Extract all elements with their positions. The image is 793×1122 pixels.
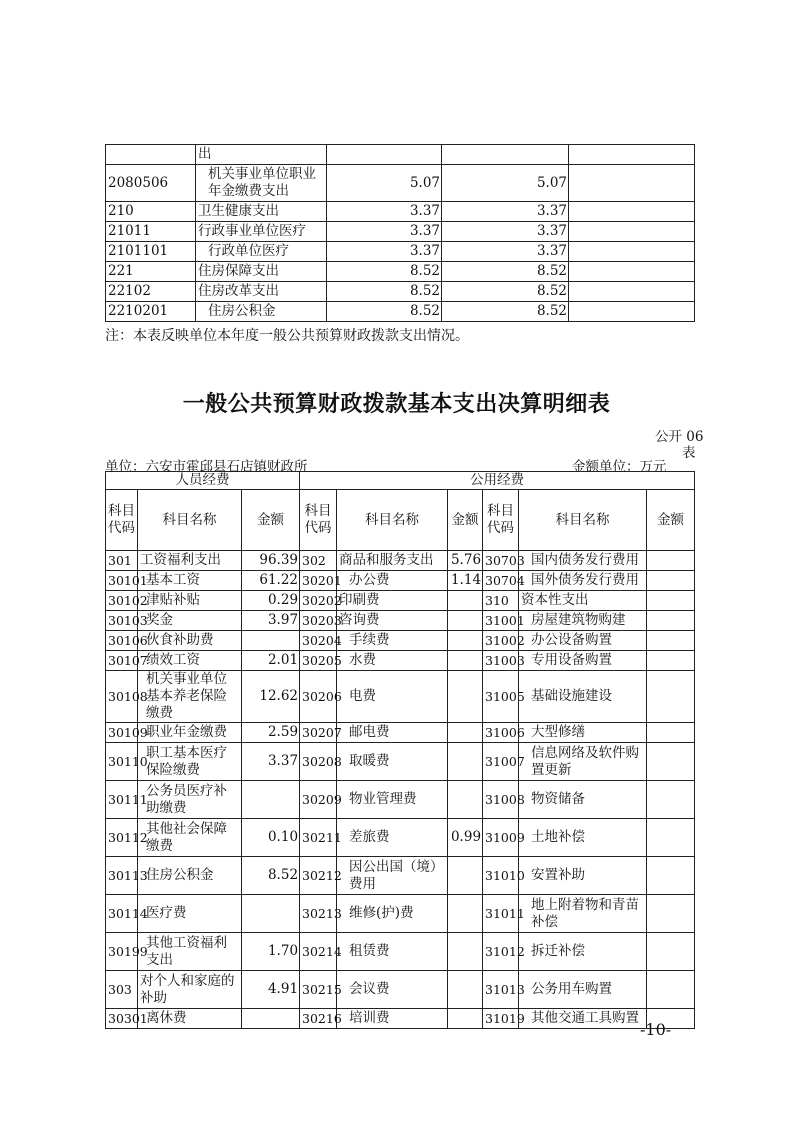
subject-name: 基础设施建设 bbox=[519, 671, 647, 723]
amount-cell bbox=[448, 895, 483, 933]
amount-cell: 3.37 bbox=[242, 743, 300, 781]
subject-name: 商品和服务支出 bbox=[337, 551, 448, 571]
subject-code: 31008 bbox=[483, 781, 519, 819]
subject-name: 对个人和家庭的补助 bbox=[138, 971, 242, 1009]
subject-name: 行政事业单位医疗 bbox=[196, 222, 327, 242]
amount-cell: 61.22 bbox=[242, 571, 300, 591]
subject-code: 30205 bbox=[300, 651, 337, 671]
subject-code: 30704 bbox=[483, 571, 519, 591]
subject-name: 住房公积金 bbox=[138, 857, 242, 895]
subject-code bbox=[106, 145, 196, 165]
amount-cell bbox=[647, 781, 695, 819]
subject-name: 伙食补助费 bbox=[138, 631, 242, 651]
amount-cell: 8.52 bbox=[242, 857, 300, 895]
subject-code: 31009 bbox=[483, 819, 519, 857]
table-row bbox=[106, 651, 695, 671]
name-header: 科目名称 bbox=[519, 490, 647, 551]
amount-cell bbox=[569, 282, 695, 302]
amount-cell: 3.37 bbox=[327, 242, 442, 262]
amount-cell: 5.07 bbox=[327, 165, 442, 202]
amount-cell: 8.52 bbox=[327, 282, 442, 302]
amount-cell bbox=[448, 591, 483, 611]
subject-code: 30111 bbox=[106, 781, 138, 819]
subject-code: 2210201 bbox=[106, 302, 196, 322]
code-header: 科目代码 bbox=[300, 490, 337, 551]
top-expenditure-table bbox=[105, 144, 695, 322]
amount-cell bbox=[327, 145, 442, 165]
subject-name: 培训费 bbox=[337, 1009, 448, 1029]
subject-name: 地上附着物和青苗补偿 bbox=[519, 895, 647, 933]
code-header: 科目代码 bbox=[106, 490, 138, 551]
subject-code: 31001 bbox=[483, 611, 519, 631]
subject-name: 水费 bbox=[337, 651, 448, 671]
amount-cell: 0.29 bbox=[242, 591, 300, 611]
amount-header: 金额 bbox=[448, 490, 483, 551]
subject-name: 拆迁补偿 bbox=[519, 933, 647, 971]
table-row bbox=[106, 857, 695, 895]
subject-name: 物业管理费 bbox=[337, 781, 448, 819]
table-row bbox=[106, 1009, 695, 1029]
amount-cell: 1.70 bbox=[242, 933, 300, 971]
public-number-label-suffix: 表 bbox=[682, 445, 696, 461]
amount-cell bbox=[569, 302, 695, 322]
subject-code: 30103 bbox=[106, 611, 138, 631]
subject-name: 机关事业单位职业年金缴费支出 bbox=[196, 165, 327, 202]
amount-cell bbox=[448, 611, 483, 631]
subject-name: 住房保障支出 bbox=[196, 262, 327, 282]
subject-code: 31003 bbox=[483, 651, 519, 671]
subject-name: 资本性支出 bbox=[519, 591, 647, 611]
subject-code: 30301 bbox=[106, 1009, 138, 1029]
subject-name: 办公费 bbox=[337, 571, 448, 591]
table-row bbox=[106, 222, 695, 242]
subject-name: 公务员医疗补助缴费 bbox=[138, 781, 242, 819]
subject-name: 大型修缮 bbox=[519, 723, 647, 743]
amount-cell: 5.76 bbox=[448, 551, 483, 571]
amount-cell: 12.62 bbox=[242, 671, 300, 723]
amount-cell bbox=[242, 895, 300, 933]
amount-cell: 3.37 bbox=[442, 242, 569, 262]
subject-name: 津贴补贴 bbox=[138, 591, 242, 611]
subject-code: 21011 bbox=[106, 222, 196, 242]
subject-name: 住房公积金 bbox=[196, 302, 327, 322]
code-header: 科目代码 bbox=[483, 490, 519, 551]
subject-code: 310 bbox=[483, 591, 519, 611]
detail-table-body bbox=[106, 551, 695, 1029]
amount-header: 金额 bbox=[242, 490, 300, 551]
subject-name: 公务用车购置 bbox=[519, 971, 647, 1009]
unit-label: 单位：六安市霍邱县石店镇财政所 bbox=[105, 459, 308, 475]
name-header: 科目名称 bbox=[138, 490, 242, 551]
subject-code: 30113 bbox=[106, 857, 138, 895]
amount-cell bbox=[647, 933, 695, 971]
amount-cell bbox=[448, 631, 483, 651]
subject-name: 国外债务发行费用 bbox=[519, 571, 647, 591]
amount-cell bbox=[647, 723, 695, 743]
subject-name: 绩效工资 bbox=[138, 651, 242, 671]
subject-code: 303 bbox=[106, 971, 138, 1009]
table-row bbox=[106, 971, 695, 1009]
subject-name: 邮电费 bbox=[337, 723, 448, 743]
subject-code: 30207 bbox=[300, 723, 337, 743]
subject-name: 房屋建筑物购建 bbox=[519, 611, 647, 631]
subject-code: 30215 bbox=[300, 971, 337, 1009]
subject-name: 办公设备购置 bbox=[519, 631, 647, 651]
subject-code: 31013 bbox=[483, 971, 519, 1009]
amount-cell bbox=[647, 551, 695, 571]
header-row bbox=[106, 490, 695, 551]
amount-cell: 8.52 bbox=[442, 262, 569, 282]
header-row-group bbox=[106, 472, 695, 490]
amount-cell: 1.14 bbox=[448, 571, 483, 591]
amount-cell: 8.52 bbox=[327, 262, 442, 282]
amount-cell bbox=[647, 743, 695, 781]
subject-code: 31005 bbox=[483, 671, 519, 723]
amount-header: 金额 bbox=[647, 490, 695, 551]
amount-cell bbox=[448, 781, 483, 819]
subject-name: 行政单位医疗 bbox=[196, 242, 327, 262]
subject-name: 其他工资福利支出 bbox=[138, 933, 242, 971]
amount-unit-label: 金额单位：万元 bbox=[572, 459, 667, 475]
table-row bbox=[106, 571, 695, 591]
amount-cell: 3.37 bbox=[442, 222, 569, 242]
table-row bbox=[106, 302, 695, 322]
amount-cell bbox=[242, 781, 300, 819]
subject-code: 30112 bbox=[106, 819, 138, 857]
table-note: 注：本表反映单位本年度一般公共预算财政拨款支出情况。 bbox=[105, 328, 469, 344]
subject-code: 30213 bbox=[300, 895, 337, 933]
amount-cell: 0.10 bbox=[242, 819, 300, 857]
amount-cell bbox=[448, 857, 483, 895]
subject-name: 医疗费 bbox=[138, 895, 242, 933]
subject-code: 2080506 bbox=[106, 165, 196, 202]
subject-name: 物资储备 bbox=[519, 781, 647, 819]
personnel-header: 人员经费 bbox=[106, 472, 300, 490]
subject-code: 30107 bbox=[106, 651, 138, 671]
subject-code: 30212 bbox=[300, 857, 337, 895]
subject-name: 国内债务发行费用 bbox=[519, 551, 647, 571]
subject-name: 差旅费 bbox=[337, 819, 448, 857]
amount-cell: 0.99 bbox=[448, 819, 483, 857]
table-row bbox=[106, 145, 695, 165]
subject-name: 其他社会保障缴费 bbox=[138, 819, 242, 857]
subject-code: 31006 bbox=[483, 723, 519, 743]
table-row bbox=[106, 819, 695, 857]
amount-cell: 8.52 bbox=[327, 302, 442, 322]
table-row bbox=[106, 202, 695, 222]
name-header: 科目名称 bbox=[337, 490, 448, 551]
subject-code: 31019 bbox=[483, 1009, 519, 1029]
subject-name: 职业年金缴费 bbox=[138, 723, 242, 743]
subject-name: 会议费 bbox=[337, 971, 448, 1009]
subject-code: 30211 bbox=[300, 819, 337, 857]
subject-code: 31011 bbox=[483, 895, 519, 933]
subject-code: 30201 bbox=[300, 571, 337, 591]
subject-code: 2101101 bbox=[106, 242, 196, 262]
amount-cell: 3.37 bbox=[327, 222, 442, 242]
subject-code: 31002 bbox=[483, 631, 519, 651]
amount-cell bbox=[647, 819, 695, 857]
subject-code: 302 bbox=[300, 551, 337, 571]
table-row bbox=[106, 723, 695, 743]
amount-cell bbox=[647, 591, 695, 611]
subject-code: 31007 bbox=[483, 743, 519, 781]
page-number: -10- bbox=[640, 1020, 672, 1039]
amount-cell bbox=[647, 651, 695, 671]
amount-cell bbox=[569, 242, 695, 262]
amount-cell: 3.97 bbox=[242, 611, 300, 631]
subject-code: 30208 bbox=[300, 743, 337, 781]
amount-cell bbox=[647, 971, 695, 1009]
public-header: 公用经费 bbox=[300, 472, 695, 490]
amount-cell bbox=[448, 651, 483, 671]
subject-name: 因公出国（境）费用 bbox=[337, 857, 448, 895]
amount-cell bbox=[569, 222, 695, 242]
table-row bbox=[106, 165, 695, 202]
page-title: 一般公共预算财政拨款基本支出决算明细表 bbox=[182, 392, 611, 417]
subject-code: 22102 bbox=[106, 282, 196, 302]
amount-cell bbox=[647, 631, 695, 651]
subject-name: 出 bbox=[196, 145, 327, 165]
amount-cell bbox=[242, 1009, 300, 1029]
subject-code: 31012 bbox=[483, 933, 519, 971]
subject-name: 印刷费 bbox=[337, 591, 448, 611]
detail-table bbox=[105, 471, 695, 1029]
subject-name: 住房改革支出 bbox=[196, 282, 327, 302]
subject-name: 离休费 bbox=[138, 1009, 242, 1029]
subject-code: 30216 bbox=[300, 1009, 337, 1029]
amount-cell bbox=[569, 262, 695, 282]
amount-cell: 3.37 bbox=[327, 202, 442, 222]
subject-name: 手续费 bbox=[337, 631, 448, 651]
amount-cell: 4.91 bbox=[242, 971, 300, 1009]
amount-cell bbox=[448, 971, 483, 1009]
table-row bbox=[106, 743, 695, 781]
amount-cell bbox=[448, 1009, 483, 1029]
amount-cell bbox=[569, 202, 695, 222]
amount-cell: 3.37 bbox=[442, 202, 569, 222]
subject-name: 租赁费 bbox=[337, 933, 448, 971]
amount-cell: 96.39 bbox=[242, 551, 300, 571]
subject-code: 30110 bbox=[106, 743, 138, 781]
subject-code: 30108 bbox=[106, 671, 138, 723]
subject-code: 221 bbox=[106, 262, 196, 282]
amount-cell bbox=[569, 145, 695, 165]
table-row bbox=[106, 262, 695, 282]
amount-cell bbox=[647, 895, 695, 933]
subject-name: 取暖费 bbox=[337, 743, 448, 781]
table-row bbox=[106, 611, 695, 631]
subject-name: 职工基本医疗保险缴费 bbox=[138, 743, 242, 781]
subject-name: 基本工资 bbox=[138, 571, 242, 591]
amount-cell: 5.07 bbox=[442, 165, 569, 202]
subject-name: 专用设备购置 bbox=[519, 651, 647, 671]
subject-name: 奖金 bbox=[138, 611, 242, 631]
subject-code: 31010 bbox=[483, 857, 519, 895]
amount-cell bbox=[448, 723, 483, 743]
subject-name: 机关事业单位基本养老保险缴费 bbox=[138, 671, 242, 723]
subject-code: 30109 bbox=[106, 723, 138, 743]
amount-cell: 8.52 bbox=[442, 302, 569, 322]
public-number-label: 公开 06 bbox=[655, 429, 704, 445]
subject-code: 30209 bbox=[300, 781, 337, 819]
subject-code: 30202 bbox=[300, 591, 337, 611]
subject-code: 30206 bbox=[300, 671, 337, 723]
amount-cell: 2.59 bbox=[242, 723, 300, 743]
amount-cell bbox=[242, 631, 300, 651]
table-row bbox=[106, 282, 695, 302]
table-row bbox=[106, 631, 695, 651]
table-row bbox=[106, 242, 695, 262]
subject-code: 30214 bbox=[300, 933, 337, 971]
subject-code: 30199 bbox=[106, 933, 138, 971]
table-row bbox=[106, 781, 695, 819]
subject-code: 30703 bbox=[483, 551, 519, 571]
amount-cell bbox=[448, 933, 483, 971]
table-row bbox=[106, 933, 695, 971]
amount-cell bbox=[647, 671, 695, 723]
subject-code: 30102 bbox=[106, 591, 138, 611]
table-row bbox=[106, 895, 695, 933]
subject-code: 30204 bbox=[300, 631, 337, 651]
table-row bbox=[106, 591, 695, 611]
subject-name: 其他交通工具购置 bbox=[519, 1009, 647, 1029]
subject-name: 工资福利支出 bbox=[138, 551, 242, 571]
subject-name: 咨询费 bbox=[337, 611, 448, 631]
amount-cell bbox=[647, 571, 695, 591]
subject-name: 信息网络及软件购置更新 bbox=[519, 743, 647, 781]
amount-cell bbox=[569, 165, 695, 202]
table-row bbox=[106, 671, 695, 723]
subject-name: 维修(护)费 bbox=[337, 895, 448, 933]
amount-cell: 8.52 bbox=[442, 282, 569, 302]
subject-name: 卫生健康支出 bbox=[196, 202, 327, 222]
subject-code: 30203 bbox=[300, 611, 337, 631]
subject-name: 安置补助 bbox=[519, 857, 647, 895]
amount-cell bbox=[647, 611, 695, 631]
amount-cell bbox=[448, 671, 483, 723]
subject-code: 30101 bbox=[106, 571, 138, 591]
amount-cell: 2.01 bbox=[242, 651, 300, 671]
amount-cell bbox=[442, 145, 569, 165]
subject-code: 30106 bbox=[106, 631, 138, 651]
table-row bbox=[106, 551, 695, 571]
subject-code: 30114 bbox=[106, 895, 138, 933]
subject-name: 土地补偿 bbox=[519, 819, 647, 857]
amount-cell bbox=[448, 743, 483, 781]
subject-code: 210 bbox=[106, 202, 196, 222]
subject-code: 301 bbox=[106, 551, 138, 571]
amount-cell bbox=[647, 857, 695, 895]
subject-name: 电费 bbox=[337, 671, 448, 723]
